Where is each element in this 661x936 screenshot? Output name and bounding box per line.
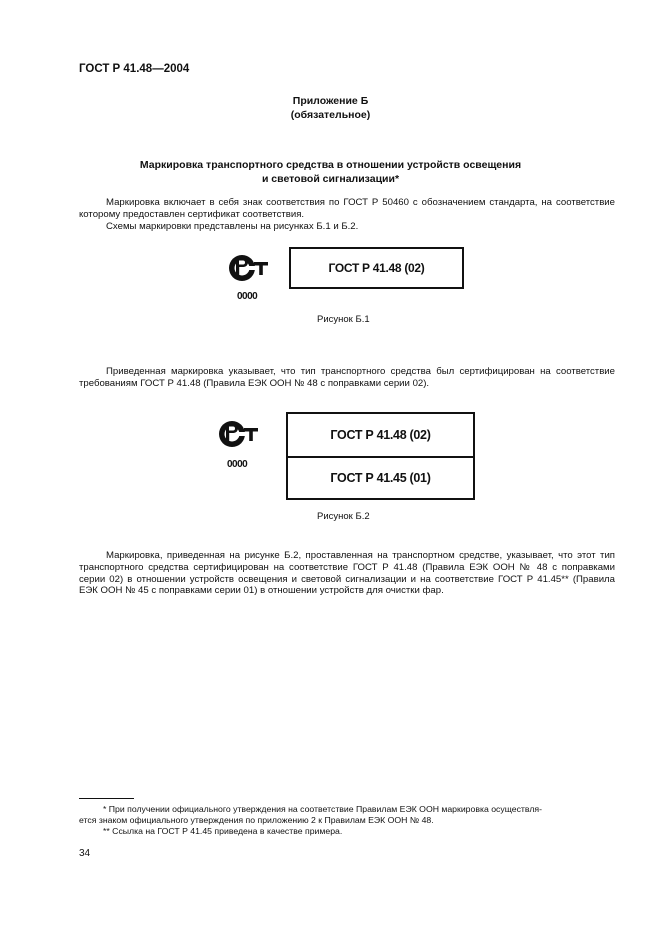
intro-line-2: которому предоставлен сертификат соответствия. — [79, 208, 305, 220]
section-title-line-1: Маркировка транспортного средства в отношении устройств освещения — [139, 159, 522, 171]
closing-line-4: ЕЭК ООН № 45 с поправками серии 01) в отношении устройств для очистки фар. — [79, 585, 444, 597]
explain-line-1: Приведенная маркировка указывает, что тип транспортного средства был сертифицирован на соответствие — [106, 366, 615, 377]
figure-2-caption: Рисунок Б.2 — [317, 511, 370, 522]
figure-2-code: 0000 — [227, 459, 248, 470]
rst-conformity-mark-icon — [218, 418, 262, 452]
appendix-heading — [0, 94, 661, 122]
document-header: ГОСТ Р 41.48—2004 — [79, 63, 190, 75]
appendix-label: Приложение Б — [292, 95, 369, 107]
closing-line-1: Маркировка, приведенная на рисунке Б.2, проставленная на транспортном средстве, указывает, что этот тип — [106, 550, 615, 561]
rst-conformity-mark-icon — [228, 252, 272, 286]
section-title — [0, 158, 661, 186]
footnote-2: ** Ссылка на ГОСТ Р 41.45 приведена в качестве примера. — [103, 826, 343, 836]
intro-line-3: Схемы маркировки представлены на рисунках Б.1 и Б.2. — [106, 220, 359, 232]
explain-line-2: требованиям ГОСТ Р 41.48 (Правила ЕЭК ООН № 48 с поправками серии 02). — [79, 377, 430, 389]
closing-line-2: транспортного средства сертифицирован на соответствие ГОСТ Р 41.48 (Правила ЕЭК ООН № 48 с поправками — [79, 561, 615, 573]
appendix-status: (обязательное) — [290, 109, 371, 121]
intro-line-1: Маркировка включает в себя знак соответствия по ГОСТ Р 50460 с обозначением стандарта, на соответствие — [106, 197, 615, 208]
figure-2-mark — [218, 418, 262, 457]
footnote-1-line-1: * При получении официального утверждения на соответствие Правилам ЕЭК ООН маркировка осуществля- — [103, 804, 542, 814]
figure-2-standard-bottom: ГОСТ Р 41.45 (01) — [288, 456, 473, 498]
closing-line-3: серии 02) в отношении устройств освещения и световой сигнализации и на соответствие ГОСТ Р 41.45** (Правила — [79, 573, 615, 585]
footnote-divider — [79, 798, 134, 799]
intro-paragraph — [79, 197, 615, 232]
figure-1-mark — [228, 252, 272, 291]
footnote-1-line-2: ется знаком официального утверждения по приложению 2 к Правилам ЕЭК ООН № 48. — [79, 815, 434, 825]
figure-1-standard-box: ГОСТ Р 41.48 (02) — [289, 247, 464, 289]
section-title-line-2: и световой сигнализации* — [261, 173, 400, 185]
closing-paragraph — [79, 550, 615, 597]
explain-paragraph — [79, 366, 615, 390]
figure-2-standard-top: ГОСТ Р 41.48 (02) — [330, 428, 431, 442]
figure-1-code: 0000 — [237, 291, 258, 302]
figure-1-caption: Рисунок Б.1 — [317, 314, 370, 325]
footnotes — [79, 804, 615, 837]
page-number: 34 — [79, 848, 91, 859]
figure-2-standard-box — [286, 412, 475, 500]
